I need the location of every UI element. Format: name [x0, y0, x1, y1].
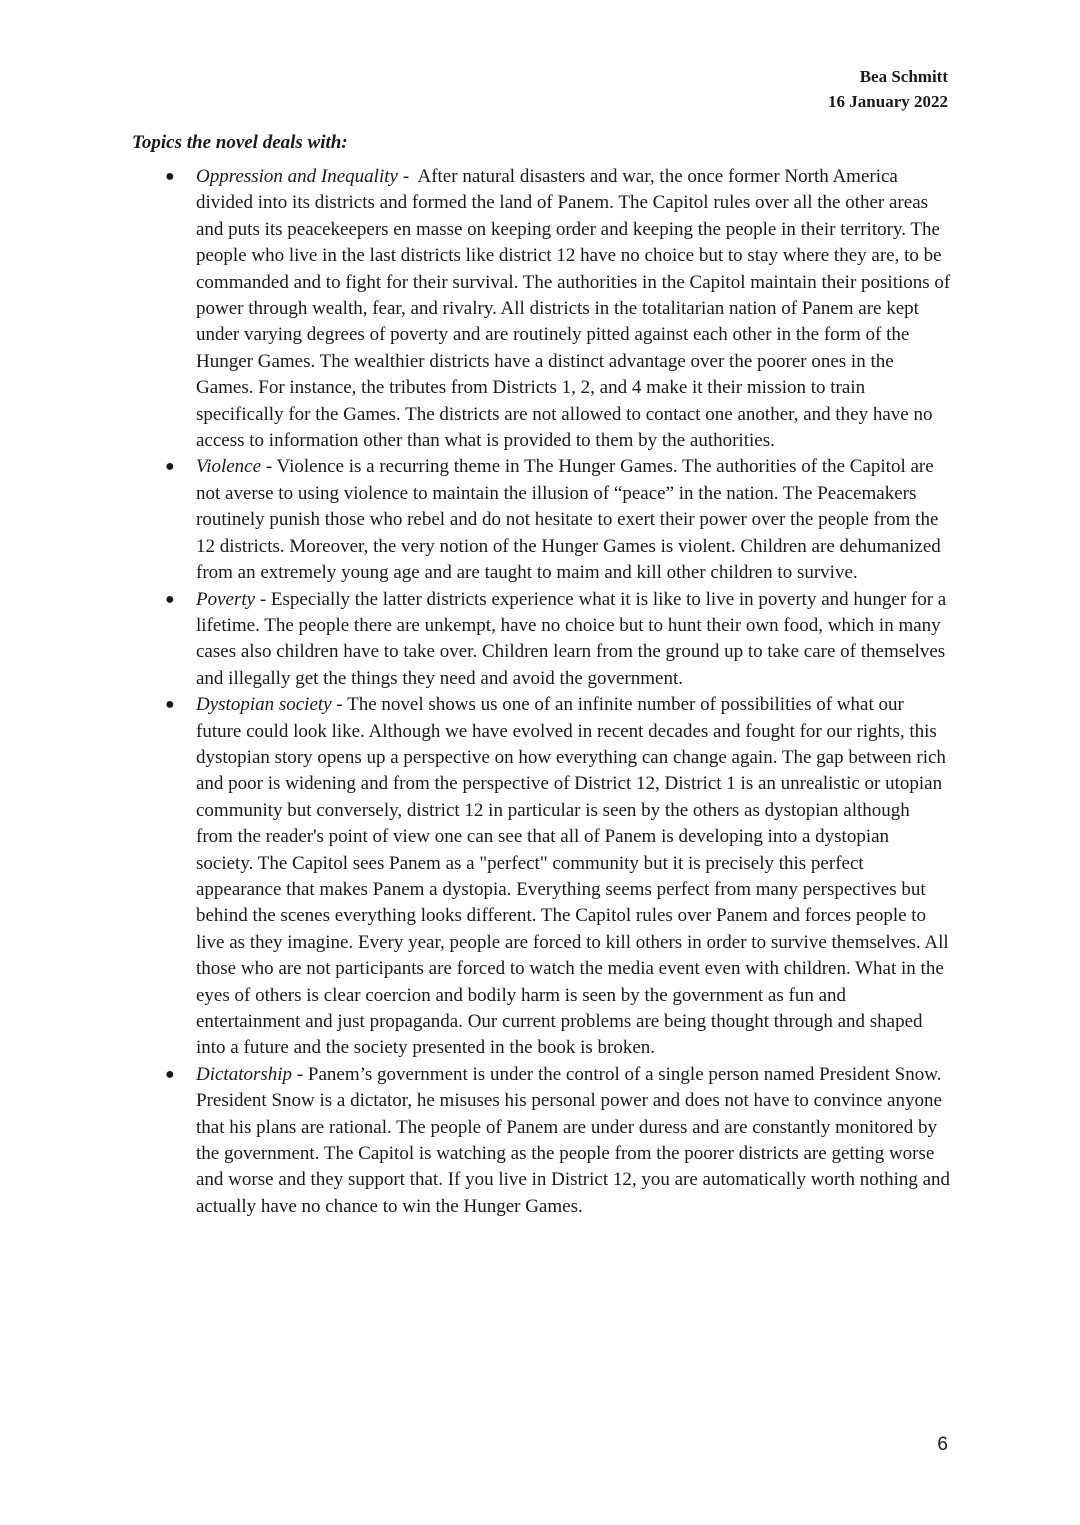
- topic-separator: -: [255, 588, 271, 610]
- topic-name: Dictatorship: [196, 1063, 293, 1085]
- topic-separator: -: [261, 456, 277, 478]
- topic-item-dictatorship: [165, 1062, 951, 1220]
- section-heading: Topics the novel deals with:: [132, 132, 348, 153]
- topic-item-oppression: [165, 164, 951, 454]
- topic-list: [165, 164, 951, 1220]
- author-name: Bea Schmitt: [859, 67, 948, 86]
- topic-name: Oppression and Inequality: [196, 166, 398, 187]
- bullet-icon: ●: [165, 1065, 175, 1083]
- topic-item-poverty: [165, 587, 951, 693]
- document-date: 16 January 2022: [828, 92, 948, 111]
- topic-separator: -: [331, 694, 348, 716]
- bullet-icon: ●: [165, 696, 175, 714]
- topic-item-dystopian-society: [165, 692, 951, 1062]
- topic-text: Especially the latter districts experience what it is like to live in poverty and hunger for a lifetime. The people there are unkempt, have no choice but to hunt their own food, which in many cases also children have to take over. Children learn from the ground up to take care of themselves and illegally get the things they need and avoid the government.: [196, 588, 947, 689]
- topic-name: Poverty: [196, 588, 256, 610]
- bullet-icon: ●: [165, 590, 175, 608]
- page-number: 6: [937, 1434, 948, 1455]
- bullet-icon: ●: [165, 168, 175, 185]
- topic-item-violence: [165, 454, 951, 586]
- bullet-icon: ●: [165, 458, 175, 476]
- topic-name: Violence: [196, 456, 262, 478]
- topic-name: Dystopian society: [196, 694, 332, 716]
- topic-text: The novel shows us one of an infinite number of possibilities of what our future could look like. Although we have evolved in recent decades and fought for our rights, this dystopian story opens up a perspective on how everything can change again. The gap between rich and poor is widening and from the perspective of District 12, District 1 is an unrealistic or utopian community but conversely, district 12 in particular is seen by the others as dystopian although from the reader's point of view one can see that all of Panem is developing into a dystopian society. The Capitol sees Panem as a "perfect" community but it is precisely this perfect appearance that makes Panem a dystopia. Everything seems perfect from many perspectives but behind the scenes everything looks different. The Capitol rules over Panem and forces people to live as they imagine. Every year, people are forced to kill others in order to survive themselves. All those who are not participants are forced to watch the media event even with children. What in the eyes of others is clear coercion and bodily harm is seen by the government as fun and entertainment and just propaganda. Our current problems are being thought through and shaped into a future and the society presented in the book is broken.: [196, 694, 949, 1059]
- topic-separator: -: [292, 1063, 308, 1085]
- document-header: [828, 64, 948, 114]
- topic-text: Violence is a recurring theme in The Hunger Games. The authorities of the Capitol are not averse to using violence to maintain the illusion of “peace” in the nation. The Peacemakers routinely punish those who rebel and do not hesitate to exert their power over the people from the 12 districts. Moreover, the very notion of the Hunger Games is violent. Children are dehumanized from an extremely young age and are taught to maim and kill other children to survive.: [196, 456, 941, 584]
- topic-text: Panem’s government is under the control of a single person named President Snow. President Snow is a dictator, he misuses his personal power and does not have to convince anyone that his plans are rational. The people of Panem are under duress and are constantly monitored by the government. The Capitol is watching as the people from the poorer districts are getting worse and worse and they support that. If you live in District 12, you are automatically worth nothing and actually have no chance to win the Hunger Games.: [196, 1063, 951, 1217]
- topic-text: After natural disasters and war, the once former North America divided into its districts and formed the land of Panem. The Capitol rules over all the other areas and puts its peacekeepers en masse on keeping order and keeping the people in their territory. The people who live in the last districts like district 12 have no choice but to stay where they are, to be commanded and to fight for their survival. The authorities in the Capitol maintain their positions of power through wealth, fear, and rivalry. All districts in the totalitarian nation of Panem are kept under varying degrees of poverty and are routinely pitted against each other in the form of the Hunger Games. The wealthier districts have a distinct advantage over the poorer ones in the Games. For instance, the tributes from Districts 1, 2, and 4 make it their mission to train specifically for the Games. The districts are not allowed to contact one another, and they have no access to information other than what is provided to them by the authorities.: [196, 166, 951, 452]
- topic-separator: -: [397, 166, 418, 187]
